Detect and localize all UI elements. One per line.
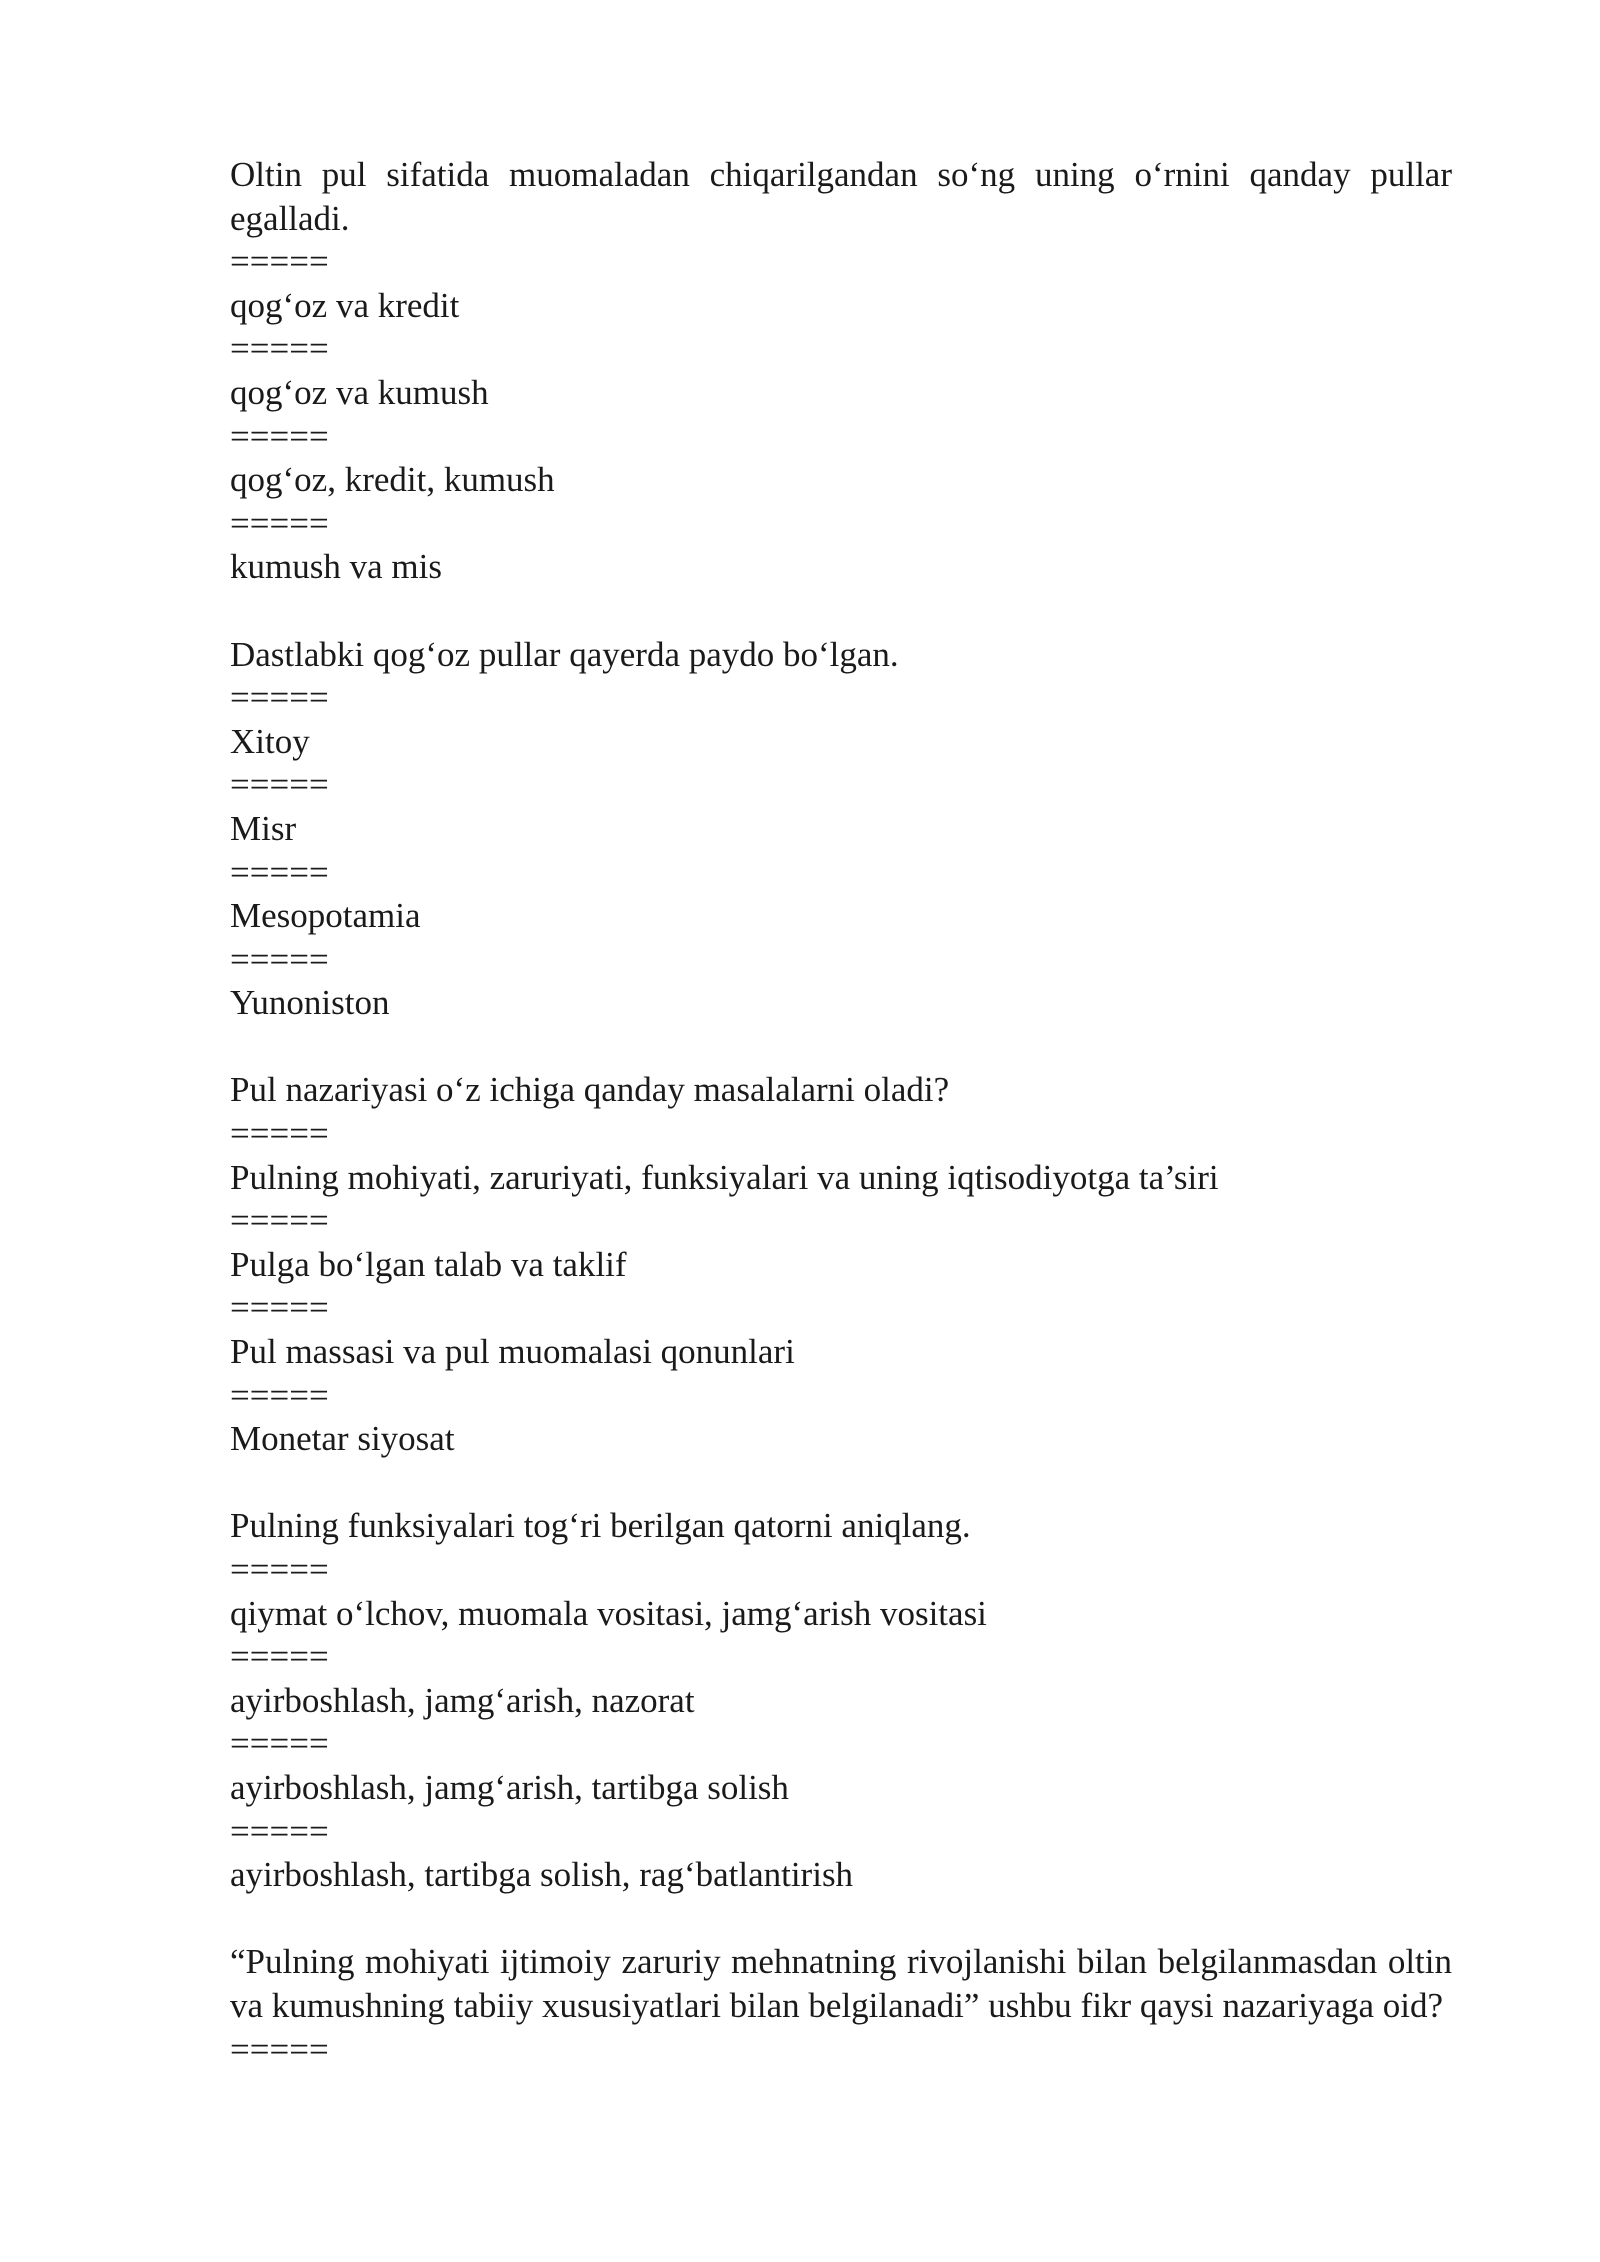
- separator: =====: [230, 765, 329, 805]
- separator: =====: [230, 1811, 329, 1851]
- answer-option: qiymat o‘lchov, muomala vositasi, jamg‘arish vositasi: [230, 1593, 987, 1633]
- answer-option: Pulning mohiyati, zaruriyati, funksiyalari va uning iqtisodiyotga ta’siri: [230, 1157, 1219, 1197]
- answer-option: Mesopotamia: [230, 896, 421, 936]
- answer-option: qog‘oz va kredit: [230, 285, 460, 325]
- answer-option: qog‘oz, kredit, kumush: [230, 460, 555, 500]
- answer-option: ayirboshlash, jamg‘arish, tartibga solish: [230, 1767, 789, 1807]
- question-block-5: [230, 1940, 1452, 2071]
- separator: =====: [230, 1288, 329, 1328]
- question-text: Pul nazariyasi o‘z ichiga qanday masalalarni oladi?: [230, 1070, 950, 1110]
- separator: =====: [230, 2029, 329, 2069]
- answer-option: kumush va mis: [230, 547, 442, 587]
- answer-option: Misr: [230, 808, 297, 848]
- answer-option: Monetar siyosat: [230, 1419, 455, 1459]
- separator: =====: [230, 852, 329, 892]
- answer-option: qog‘oz va kumush: [230, 372, 489, 412]
- answer-option: Pul massasi va pul muomalasi qonunlari: [230, 1332, 795, 1372]
- separator: =====: [230, 416, 329, 456]
- separator: =====: [230, 1550, 329, 1589]
- separator: =====: [230, 503, 329, 543]
- answer-option: ayirboshlash, tartibga solish, rag‘batlantirish: [230, 1855, 854, 1895]
- separator: =====: [230, 1375, 329, 1415]
- separator: =====: [230, 1201, 329, 1241]
- question-text: Pulning funksiyalari tog‘ri berilgan qatorni aniqlang.: [230, 1506, 971, 1546]
- document-page: [230, 153, 1452, 2071]
- separator: =====: [230, 242, 329, 282]
- separator: =====: [230, 678, 329, 718]
- question-text: Dastlabki qog‘oz pullar qayerda paydo bo‘lgan.: [230, 634, 899, 674]
- answer-option: Pulga bo‘lgan talab va taklif: [230, 1244, 627, 1284]
- question-block-3: [230, 1068, 1452, 1460]
- question-block-2: [230, 633, 1452, 1025]
- separator: =====: [230, 939, 329, 979]
- question-text: “Pulning mohiyati ijtimoiy zaruriy mehnatning rivojlanishi bilan belgilanmasdan oltin va kumushning tabiiy xususiyatlari bilan belgilanadi” ushbu fikr qaysi nazariyaga oid?: [230, 1942, 1452, 2025]
- separator: =====: [230, 1114, 329, 1154]
- answer-option: Xitoy: [230, 721, 310, 761]
- answer-option: Yunoniston: [230, 983, 390, 1023]
- question-block-1: [230, 153, 1452, 589]
- answer-option: ayirboshlash, jamg‘arish, nazorat: [230, 1680, 695, 1720]
- separator: =====: [230, 1637, 329, 1677]
- question-block-4: [230, 1504, 1452, 1896]
- question-text: Oltin pul sifatida muomaladan chiqarilgandan so‘ng uning o‘rnini qanday pullar egalladi.: [230, 155, 1452, 238]
- separator: =====: [230, 329, 329, 369]
- separator: =====: [230, 1724, 329, 1764]
